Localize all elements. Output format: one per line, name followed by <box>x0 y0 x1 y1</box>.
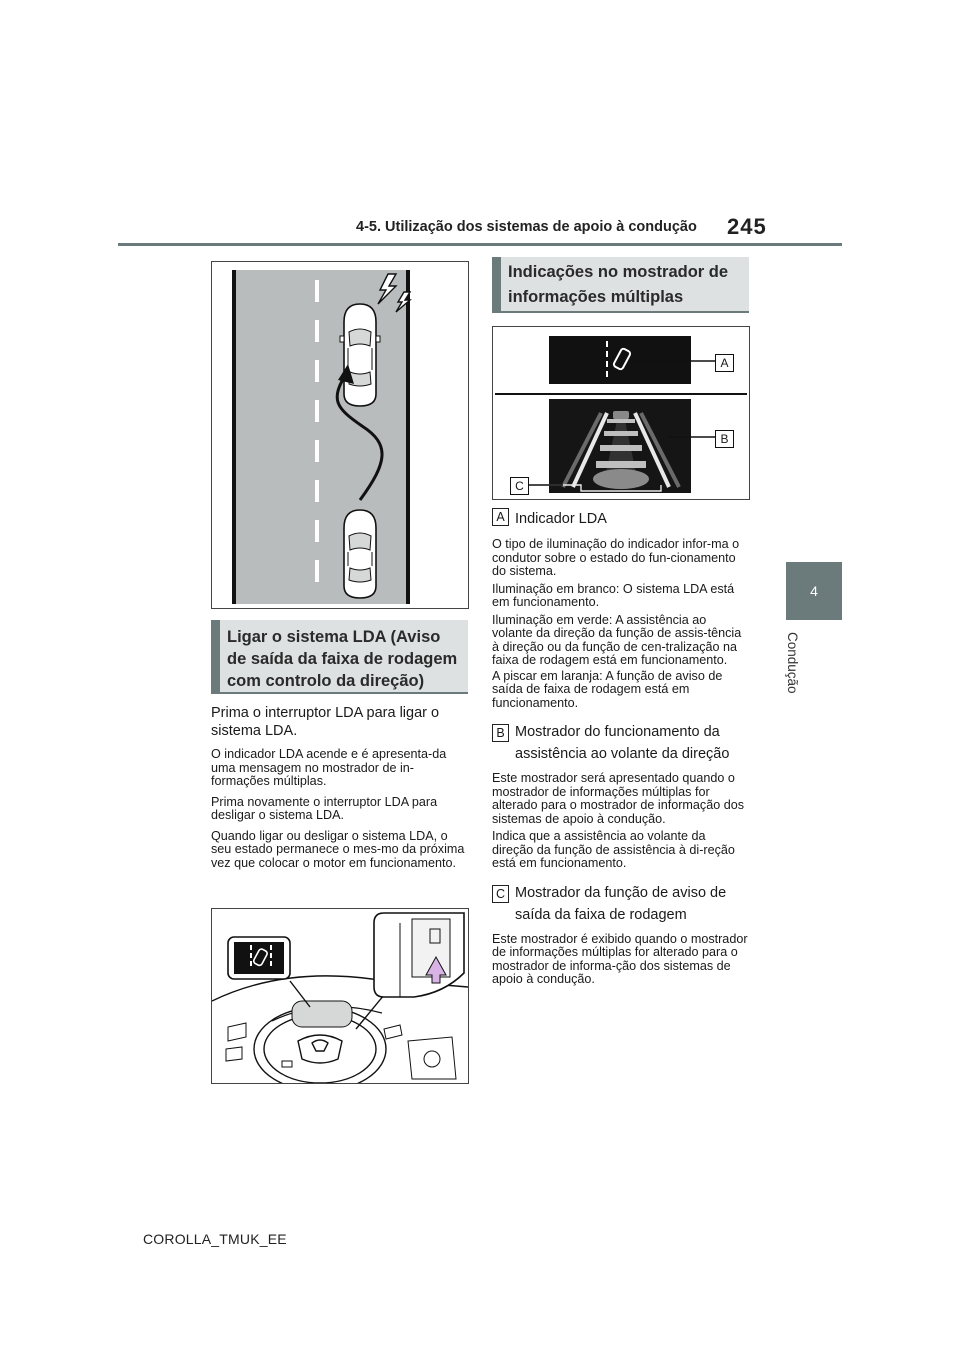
lane-departure-illustration <box>211 261 469 609</box>
lead-instruction: Prima o interruptor LDA para ligar o sistema LDA. <box>211 705 440 739</box>
running-header-title: 4-5. Utilização dos sistemas de apoio à condução <box>356 219 697 235</box>
paragraph: O indicador LDA acende e é apresenta-da uma mensagem no mostrador de in-formações múltiplas. <box>211 747 447 788</box>
item-tag: C <box>492 885 509 903</box>
chapter-name: Condução <box>785 632 800 694</box>
paragraph: Iluminação em verde: A assistência ao volante da direção da função de assis-tência à direção ou da função de cen-tralização na faixa de rodagem está em funcionamento. <box>492 612 742 667</box>
left-body <box>211 704 469 870</box>
road-svg <box>212 262 468 608</box>
callout-b: B <box>715 430 734 448</box>
section-heading-display: Indicações no mostrador de informações múltiplas <box>492 257 749 313</box>
callout-c: C <box>510 477 529 495</box>
road-edge-right <box>406 270 410 604</box>
display-svg <box>493 327 749 499</box>
item-c <box>492 882 750 926</box>
dashboard-svg <box>212 909 468 1083</box>
item-title: Mostrador do funcionamento da assistência ao volante da direção <box>515 724 730 762</box>
chapter-tab: 4 <box>786 562 842 620</box>
footer-code: COROLLA_TMUK_EE <box>143 1231 287 1247</box>
callout-a: A <box>715 354 734 372</box>
section-heading-lda-switch: Ligar o sistema LDA (Aviso de saída da faixa de rodagem com controlo da direção) <box>211 620 468 694</box>
paragraph: A piscar em laranja: A função de aviso de saída de faixa de rodagem está em funcionamento. <box>492 668 723 710</box>
lda-switch-inset <box>374 913 464 997</box>
road-edge-left <box>232 270 236 604</box>
page-number: 245 <box>727 214 767 239</box>
paragraph: Prima novamente o interruptor LDA para desligar o sistema LDA. <box>211 794 438 822</box>
paragraph: O tipo de iluminação do indicador infor-ma o condutor sobre o estado do fun-cionamento do sistema. <box>492 537 740 578</box>
item-title: Mostrador da função de aviso de saída da faixa de rodagem <box>515 884 727 923</box>
road-surface <box>236 270 406 604</box>
header-rule <box>118 243 842 246</box>
paragraph: Este mostrador será apresentado quando o mostrador de informações múltiplas for alterado para o mostrador de informação dos sistemas de apoio à condução. <box>492 771 745 826</box>
multi-information-display-illustration <box>492 326 750 500</box>
item-tag: B <box>492 724 509 742</box>
dashboard-switch-illustration <box>211 908 469 1084</box>
paragraph: Indica que a assistência ao volante da direção da função de assistência à di-reção está em funcionamento. <box>492 829 735 870</box>
item-a <box>492 508 750 530</box>
item-tag: A <box>492 508 509 526</box>
car-top <box>340 304 380 406</box>
lda-indicator-inset <box>228 937 290 979</box>
paragraph: Este mostrador é exibido quando o mostrador de informações múltiplas for alterado para o mostrador de informa-ção dos sistemas de apoio à condução. <box>492 931 748 986</box>
chapter-label <box>778 632 818 712</box>
car-bottom <box>344 510 376 598</box>
paragraph: Quando ligar ou desligar o sistema LDA, o seu estado permanece o mes-mo da próxima vez que colocar o motor em funcionamento. <box>211 828 465 870</box>
item-title: Indicador LDA <box>515 511 607 527</box>
paragraph: Iluminação em branco: O sistema LDA está em funcionamento. <box>492 581 735 609</box>
right-body <box>492 508 750 987</box>
item-b <box>492 721 750 765</box>
lda-indicator-panel <box>549 336 691 384</box>
